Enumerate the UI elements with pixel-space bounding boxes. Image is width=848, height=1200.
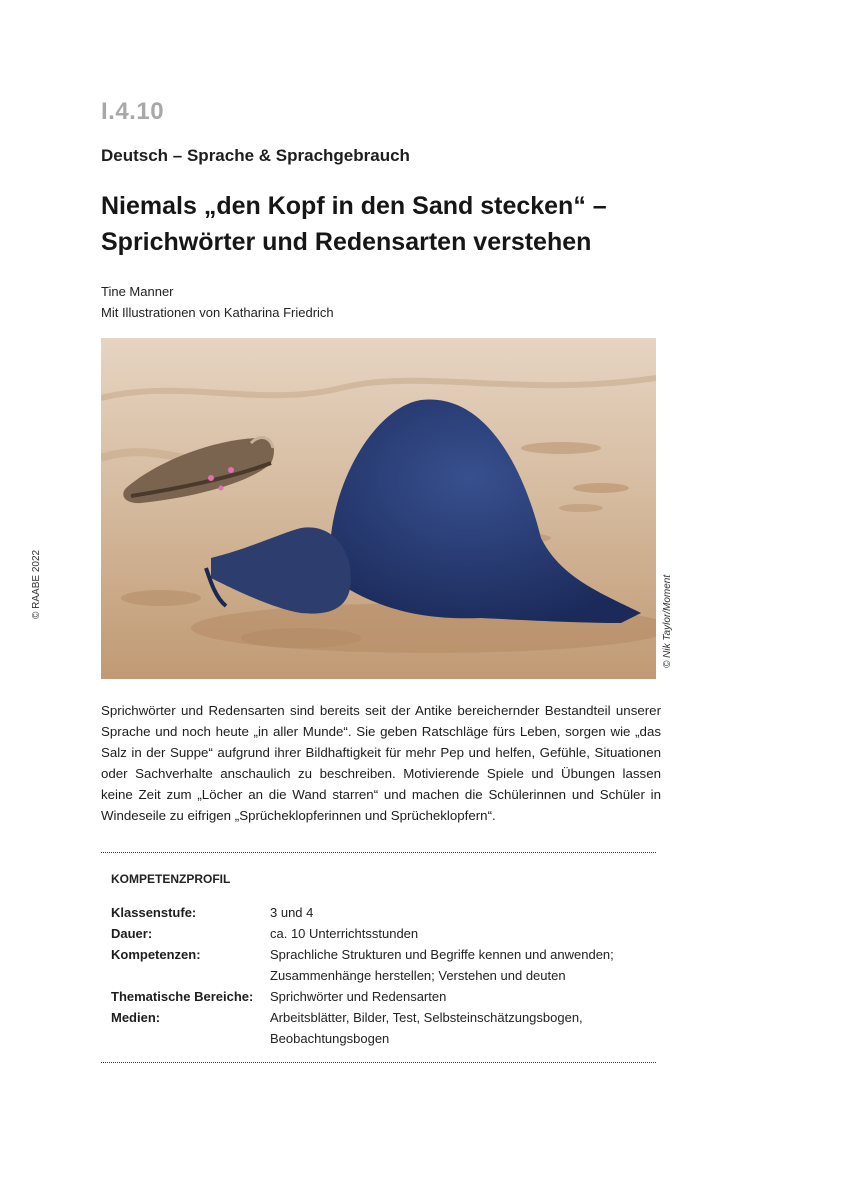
profile-label: Kompetenzen:	[111, 947, 201, 962]
profile-value: Arbeitsblätter, Bilder, Test, Selbsteinschätzungsbogen, Beobachtungsbogen	[270, 1010, 583, 1046]
author-block	[101, 281, 334, 323]
page-title	[101, 188, 701, 260]
side-copyright	[30, 549, 46, 630]
profile-value: 3 und 4	[270, 905, 314, 920]
profile-value: ca. 10 Unterrichtsstunden	[270, 926, 419, 941]
profile-label: Dauer:	[111, 926, 153, 941]
profile-row	[111, 1007, 651, 1049]
profile-label: Medien:	[111, 1010, 161, 1025]
author-name: Tine Manner	[101, 284, 174, 299]
unit-code: I.4.10	[101, 98, 165, 125]
intro-paragraph: Sprichwörter und Redensarten sind bereits seit der Antike bereichernder Bestandteil unserer Sprache und noch heute „in aller Munde“. Sie geben Ratschläge fürs Leben, sorgen wie „das Salz in der Suppe“ aufgrund ihrer Bildhaftigkeit für mehr Pep und helfen, Gefühle, Situationen oder Sachverhalte anschaulich zu beschreiben. Motivierende Spiele und Übungen lassen keine Zeit zum „Löcher an die Wand starren“ und machen die Schülerinnen und Schüler in Windeseile zu eifrigen „Sprücheklopferinnen und Sprücheklopfern“.	[101, 703, 661, 823]
photo-credit	[662, 338, 678, 679]
profile-row	[111, 923, 651, 944]
illustrator-name: Mit Illustrationen von Katharina Friedrich	[101, 305, 334, 320]
profile-label: Thematische Bereiche:	[111, 989, 254, 1004]
profile-row	[111, 986, 651, 1007]
title-line-2: Sprichwörter und Redensarten verstehen	[101, 228, 592, 256]
profile-value: Sprichwörter und Redensarten	[270, 989, 447, 1004]
profile-heading: KOMPETENZPROFIL	[111, 872, 231, 886]
side-copyright-text: © RAABE 2022	[31, 549, 42, 619]
profile-row	[111, 944, 651, 986]
title-line-1: Niemals „den Kopf in den Sand stecken“ –	[101, 192, 607, 220]
subject-heading: Deutsch – Sprache & Sprachgebrauch	[101, 146, 410, 165]
cover-photo	[101, 338, 656, 679]
divider-top	[101, 852, 656, 853]
divider-bottom	[101, 1062, 656, 1063]
competence-profile	[111, 902, 651, 1049]
photo-credit-text: © Nik Taylor/Moment	[662, 574, 673, 668]
profile-label: Klassenstufe:	[111, 905, 197, 920]
profile-value: Sprachliche Strukturen und Begriffe kennen und anwenden; Zusammenhänge herstellen; Verstehen und deuten	[270, 947, 614, 983]
sand-photo-illustration	[101, 338, 656, 679]
profile-row	[111, 902, 651, 923]
